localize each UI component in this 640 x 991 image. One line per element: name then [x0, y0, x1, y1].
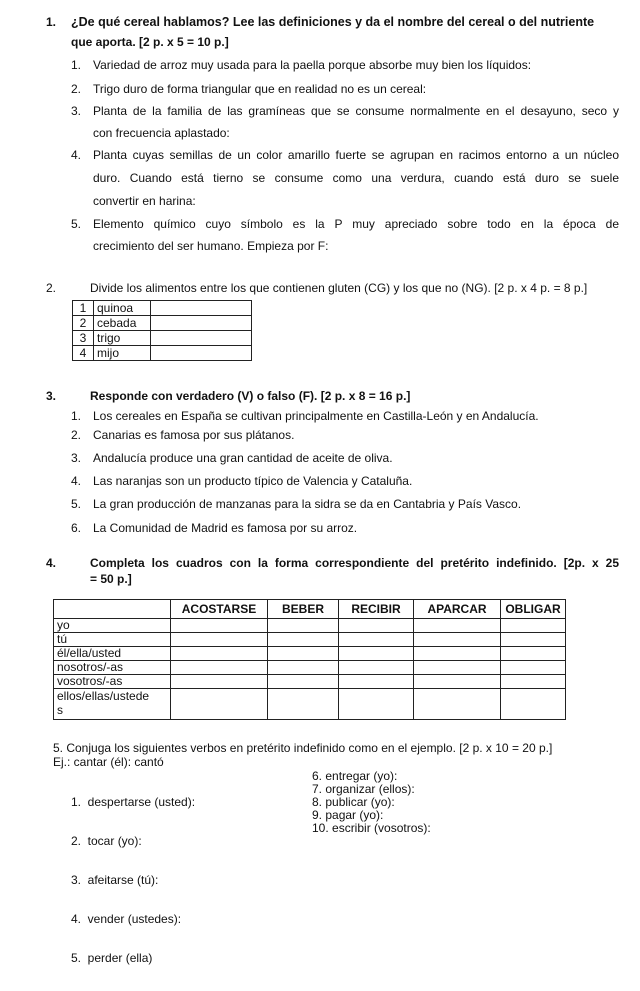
list-item-text: convertir en harina:	[93, 194, 196, 208]
answer-cell[interactable]	[151, 346, 252, 361]
section-5-example: Ej.: cantar (él): cantó	[53, 755, 164, 769]
list-item-number: 5.	[71, 497, 82, 511]
answer-cell[interactable]	[171, 647, 268, 661]
column-header: APARCAR	[414, 600, 501, 619]
answer-cell[interactable]	[151, 301, 252, 316]
answer-cell[interactable]	[171, 675, 268, 689]
list-item: 5. perder (ella)	[71, 951, 153, 965]
pronoun-text: ellos/ellas/ustede	[57, 689, 150, 703]
list-item-number: 1.	[71, 58, 82, 72]
food-name: trigo	[94, 331, 151, 346]
list-item-number: 4.	[71, 474, 82, 488]
answer-cell[interactable]	[501, 647, 566, 661]
list-item-text: La Comunidad de Madrid es famosa por su arroz.	[93, 521, 358, 535]
list-item-text: Variedad de arroz muy usada para la paella porque absorbe muy bien los líquidos:	[93, 58, 532, 72]
list-item-number: 4.	[71, 148, 82, 162]
list-item-text: Planta de la familia de las gramíneas que se consume normalmente en el desayuno, seco y	[93, 104, 619, 118]
table-row	[73, 331, 252, 346]
list-item-text: Los cereales en España se cultivan principalmente en Castilla-León y en Andalucía.	[93, 409, 539, 423]
answer-cell[interactable]	[501, 633, 566, 647]
column-header: RECIBIR	[339, 600, 414, 619]
verb-list-left	[71, 770, 195, 991]
section-1-number: 1.	[46, 15, 57, 29]
section-3-title: Responde con verdadero (V) o falso (F). [2 p. x 8 = 16 p.]	[90, 389, 411, 403]
gluten-table	[72, 300, 252, 361]
list-item-text: Canarias es famosa por sus plátanos.	[93, 428, 295, 442]
table-corner-cell	[54, 600, 171, 619]
list-item-number: 5.	[71, 217, 82, 231]
section-1-title-cont: que aporta. [2 p. x 5 = 10 p.]	[71, 35, 229, 49]
section-5-title: 5. Conjuga los siguientes verbos en pretérito indefinido como en el ejemplo. [2 p. x 10 = 20 p.]	[53, 741, 553, 755]
answer-cell[interactable]	[268, 661, 339, 675]
answer-cell[interactable]	[501, 619, 566, 633]
list-item-number: 3.	[71, 104, 82, 118]
answer-cell[interactable]	[339, 647, 414, 661]
answer-cell[interactable]	[268, 675, 339, 689]
food-name: quinoa	[94, 301, 151, 316]
section-4-title: Completa los cuadros con la forma correspondiente del pretérito indefinido. [2p. x 25	[90, 556, 619, 570]
table-row	[73, 301, 252, 316]
answer-cell[interactable]	[501, 661, 566, 675]
list-item: 4. vender (ustedes):	[71, 912, 182, 926]
pronoun-text-wrap: s	[57, 703, 63, 717]
list-item-number: 2.	[71, 82, 82, 96]
list-item: 1. despertarse (usted):	[71, 795, 196, 809]
answer-cell[interactable]	[339, 689, 414, 720]
row-number: 3	[73, 331, 94, 346]
list-item-text: La gran producción de manzanas para la sidra se da en Cantabria y País Vasco.	[93, 497, 522, 511]
list-item-text: con frecuencia aplastado:	[93, 126, 230, 140]
answer-cell[interactable]	[501, 689, 566, 720]
list-item-text: Andalucía produce una gran cantidad de aceite de oliva.	[93, 451, 393, 465]
answer-cell[interactable]	[414, 661, 501, 675]
list-item: 9. pagar (yo):	[312, 808, 384, 822]
pronoun-cell: vosotros/-as	[54, 675, 171, 689]
conjugation-table	[53, 599, 566, 720]
section-2-title: Divide los alimentos entre los que contienen gluten (CG) y los que no (NG). [2 p. x 4 p. = 8 p.]	[90, 281, 588, 295]
row-number: 1	[73, 301, 94, 316]
row-number: 2	[73, 316, 94, 331]
answer-cell[interactable]	[339, 633, 414, 647]
list-item-text: Planta cuyas semillas de un color amarillo fuerte se agrupan en racimos entorno a un núcleo	[93, 148, 619, 162]
table-row	[54, 633, 566, 647]
answer-cell[interactable]	[339, 675, 414, 689]
section-2-number: 2.	[46, 281, 57, 295]
list-item: 8. publicar (yo):	[312, 795, 395, 809]
answer-cell[interactable]	[151, 316, 252, 331]
table-row	[54, 675, 566, 689]
pronoun-cell: yo	[54, 619, 171, 633]
answer-cell[interactable]	[151, 331, 252, 346]
table-row	[73, 316, 252, 331]
answer-cell[interactable]	[268, 647, 339, 661]
list-item: 6. entregar (yo):	[312, 769, 398, 783]
list-item-number: 2.	[71, 428, 82, 442]
column-header: ACOSTARSE	[171, 600, 268, 619]
section-1-title: ¿De qué cereal hablamos? Lee las definiciones y da el nombre del cereal o del nutriente	[71, 15, 595, 29]
answer-cell[interactable]	[501, 675, 566, 689]
pronoun-cell: tú	[54, 633, 171, 647]
column-header: OBLIGAR	[501, 600, 566, 619]
table-header-row	[54, 600, 566, 619]
table-row	[54, 619, 566, 633]
verb-list-right	[312, 770, 431, 835]
answer-cell[interactable]	[414, 689, 501, 720]
answer-cell[interactable]	[414, 647, 501, 661]
list-item-number: 3.	[71, 451, 82, 465]
answer-cell[interactable]	[339, 661, 414, 675]
answer-cell[interactable]	[268, 619, 339, 633]
answer-cell[interactable]	[171, 619, 268, 633]
list-item-text: duro. Cuando está tierno se consume como una verdura, cuando está duro se suele	[93, 171, 619, 185]
pronoun-cell: él/ella/usted	[54, 647, 171, 661]
answer-cell[interactable]	[414, 633, 501, 647]
section-4-number: 4.	[46, 556, 57, 570]
answer-cell[interactable]	[171, 689, 268, 720]
table-row	[54, 689, 566, 720]
pronoun-cell	[54, 689, 171, 720]
list-item-text: crecimiento del ser humano. Empieza por F:	[93, 239, 329, 253]
list-item: 7. organizar (ellos):	[312, 782, 415, 796]
table-row	[73, 346, 252, 361]
list-item: 2. tocar (yo):	[71, 834, 142, 848]
list-item-text: Elemento químico cuyo símbolo es la P muy apreciado sobre todo en la época de	[93, 217, 619, 231]
answer-cell[interactable]	[339, 619, 414, 633]
answer-cell[interactable]	[268, 689, 339, 720]
column-header: BEBER	[268, 600, 339, 619]
table-row	[54, 661, 566, 675]
food-name: mijo	[94, 346, 151, 361]
answer-cell[interactable]	[414, 619, 501, 633]
answer-cell[interactable]	[171, 661, 268, 675]
answer-cell[interactable]	[268, 633, 339, 647]
answer-cell[interactable]	[171, 633, 268, 647]
list-item-number: 1.	[71, 409, 82, 423]
section-4-title-cont: = 50 p.]	[90, 572, 132, 586]
row-number: 4	[73, 346, 94, 361]
list-item-text: Las naranjas son un producto típico de Valencia y Cataluña.	[93, 474, 413, 488]
list-item-text: Trigo duro de forma triangular que en realidad no es un cereal:	[93, 82, 427, 96]
answer-cell[interactable]	[414, 675, 501, 689]
list-item-number: 6.	[71, 521, 82, 535]
list-item: 3. afeitarse (tú):	[71, 873, 159, 887]
table-row	[54, 647, 566, 661]
food-name: cebada	[94, 316, 151, 331]
pronoun-cell: nosotros/-as	[54, 661, 171, 675]
list-item: 10. escribir (vosotros):	[312, 821, 431, 835]
section-3-number: 3.	[46, 389, 57, 403]
